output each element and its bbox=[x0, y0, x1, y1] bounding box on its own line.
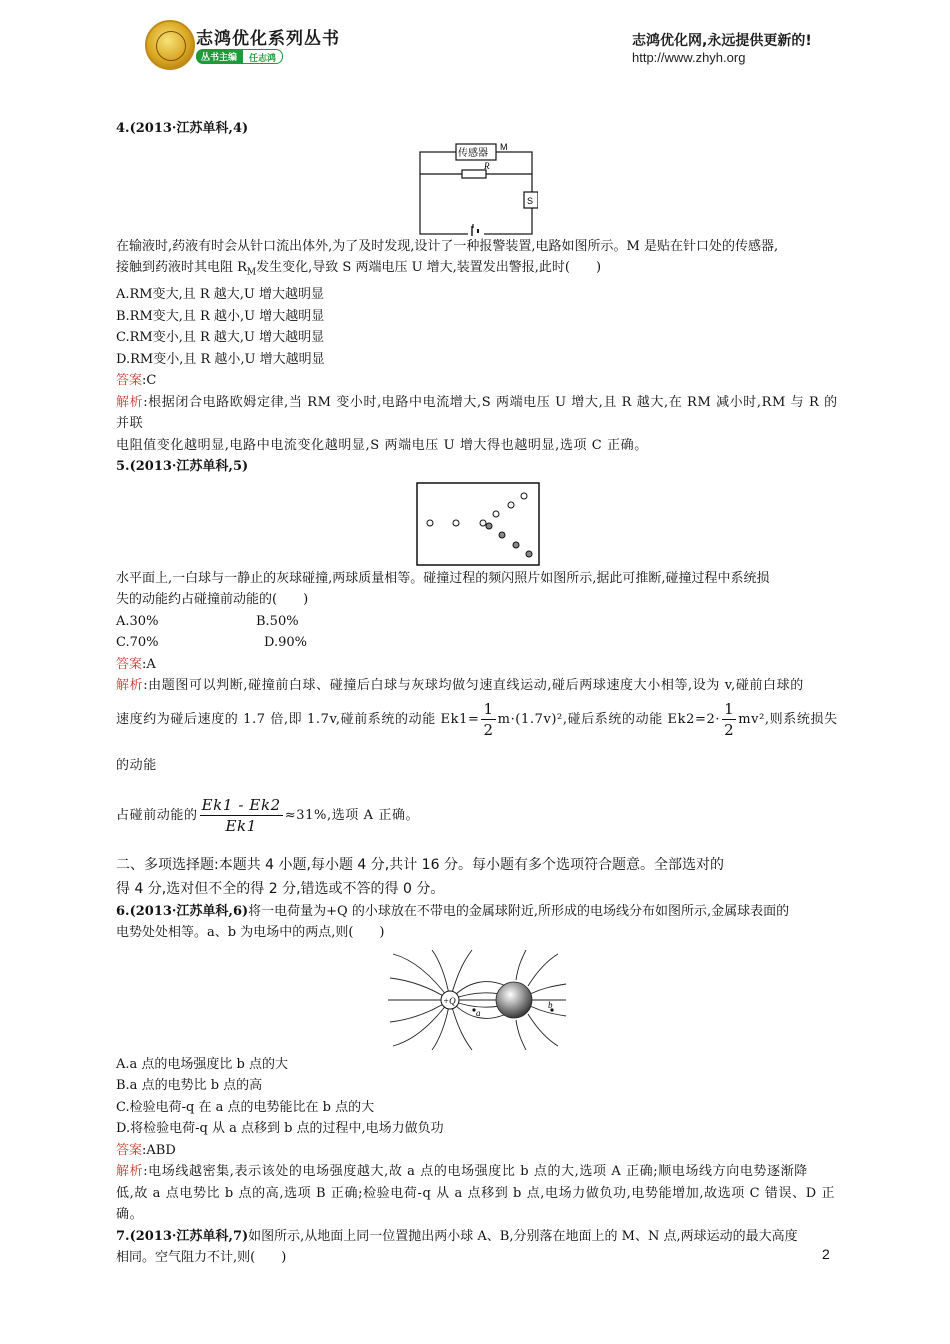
q4-heading: 4.(2013·江苏单科,4) bbox=[116, 121, 249, 136]
section2-title-line1: 二、多项选择题:本题共 4 小题,每小题 4 分,共计 16 分。每小题有多个选项符合题意。全部选对的 bbox=[116, 856, 724, 873]
q4-option-d: D.RM变小,且 R 越小,U 增大越明显 bbox=[116, 351, 325, 367]
q4-s-label: S bbox=[527, 195, 534, 206]
q6-metal-sphere bbox=[496, 982, 532, 1018]
q4-stem-line1: 在输液时,药液有时会从针口流出体外,为了及时发现,设计了一种报警装置,电路如图所示。M 是贴在针口处的传感器, bbox=[116, 238, 779, 254]
q6-charge-label: +Q bbox=[443, 995, 456, 1006]
q5-options-row1: A.30% B.50% bbox=[116, 613, 299, 629]
q5-stem-line2: 失的动能约占碰撞前动能的( ) bbox=[116, 592, 309, 608]
q6-field-lines-figure bbox=[388, 950, 568, 1050]
page-number: 2 bbox=[822, 1246, 830, 1262]
q6-explanation-line1: 解析:电场线越密集,表示该处的电场强度越大,故 a 点的电场强度比 b 点的大,选项 A 正确;顺电场线方向电势逐渐降 bbox=[116, 1164, 808, 1180]
q5-fraction-ek: $\frac{Ek1 - Ek2}{Ek1}$ bbox=[201, 795, 281, 835]
editor-name: 任志鸿 bbox=[242, 49, 283, 64]
q5-white-ball bbox=[427, 520, 433, 526]
q4-r-label: R bbox=[484, 160, 490, 171]
q4-stem-line2: 接触到药液时其电阻 $R_M$发生变化,导致 S 两端电压 U 增大,装置发出警报,此时( ) bbox=[116, 260, 602, 278]
q5-white-ball bbox=[453, 520, 459, 526]
page-header bbox=[0, 0, 950, 80]
q4-circuit-figure bbox=[418, 140, 538, 236]
q5-heading: 5.(2013·江苏单科,5) bbox=[116, 459, 249, 475]
publisher-logo bbox=[145, 20, 195, 70]
q5-explanation-line1: 解析:由题图可以判断,碰撞前白球、碰撞后白球与灰球均做匀速直线运动,碰后两球速度大小相等,设为 v,碰前白球的 bbox=[116, 678, 804, 694]
q4-option-a: A.RM变大,且 R 越大,U 增大越明显 bbox=[116, 287, 325, 303]
q6-option-b: B.a 点的电势比 b 点的高 bbox=[116, 1078, 263, 1094]
q6-answer: 答案:ABD bbox=[116, 1142, 176, 1158]
q5-fraction-half: $\frac{1}{2}$ bbox=[483, 699, 494, 739]
editor-label: 丛书主编 bbox=[196, 49, 242, 64]
q4-option-c: C.RM变小,且 R 越大,U 增大越明显 bbox=[116, 330, 325, 346]
q5-gray-ball bbox=[513, 542, 519, 548]
q5-options-row2: C.70% D.90% bbox=[116, 635, 307, 651]
q5-fraction-half-2: $\frac{1}{2}$ bbox=[724, 699, 735, 739]
q4-explanation-line2: 电阻值变化越明显,电路中电流变化越明显,S 两端电压 U 增大得也越明显,选项 C 正确。 bbox=[116, 437, 648, 453]
q5-explanation-line3: 占碰前动能的 $\frac{Ek1 - Ek2}{Ek1}$ ≈31%,选项 A 正确。 bbox=[116, 795, 420, 835]
q4-answer: 答案:C bbox=[116, 373, 157, 389]
header-url[interactable]: http://www.zhyh.org bbox=[632, 50, 746, 65]
q5-gray-ball bbox=[499, 532, 505, 538]
section2-title-line2: 得 4 分,选对但不全的得 2 分,错选或不答的得 0 分。 bbox=[116, 880, 445, 897]
q5-explanation-line2: 速度约为碰后速度的 1.7 倍,即 1.7v,碰前系统的动能 Ek1= $\frac{1}{2}$ m·(1.7v)²,碰后系统的动能 Ek2=2· $\frac{1}{2}$ mv²,则系统损失的动能 bbox=[116, 699, 838, 773]
header-slogan: 志鸿优化网,永远提供更新的! bbox=[632, 33, 812, 49]
q5-gray-ball bbox=[486, 523, 492, 529]
q5-white-ball bbox=[493, 511, 499, 517]
q4-resistor bbox=[462, 170, 486, 178]
q5-white-ball bbox=[480, 520, 486, 526]
q4-explanation-line1: 解析:根据闭合电路欧姆定律,当 RM 变小时,电路中电流增大,S 两端电压 U 增大,且 R 越大,在 RM 减小时,RM 与 R 的并联 bbox=[116, 394, 838, 432]
q5-white-ball bbox=[521, 493, 527, 499]
q6-b-label: b bbox=[548, 999, 553, 1010]
q6-stem-line2: 电势处处相等。a、b 为电场中的两点,则( ) bbox=[116, 925, 385, 941]
q6-option-c: C.检验电荷-q 在 a 点的电势能比在 b 点的大 bbox=[116, 1099, 375, 1115]
q5-white-ball bbox=[508, 502, 514, 508]
series-title: 志鸿优化系列丛书 bbox=[196, 29, 340, 49]
q5-answer: 答案:A bbox=[116, 656, 156, 672]
q6-option-d: D.将检验电荷-q 从 a 点移到 b 点的过程中,电场力做负功 bbox=[116, 1121, 444, 1137]
q6-explanation-line3: 确。 bbox=[116, 1207, 144, 1223]
q5-gray-ball bbox=[526, 551, 532, 557]
q6-explanation-line2: 低,故 a 点电势比 b 点的高,选项 B 正确;检验电荷-q 从 a 点移到 b 点,电场力做负功,电势能增加,故选项 C 错误、D 正 bbox=[116, 1185, 836, 1201]
q6-option-a: A.a 点的电场强度比 b 点的大 bbox=[116, 1056, 288, 1072]
q7-stem-line2: 相同。空气阻力不计,则( ) bbox=[116, 1250, 287, 1266]
editor-tag bbox=[196, 49, 283, 64]
q5-flash-photo-figure bbox=[416, 482, 540, 566]
page-content bbox=[116, 118, 840, 1269]
q4-sensor-label: 传感器 bbox=[458, 147, 488, 159]
q7-stem-line1: 7.(2013·江苏单科,7)如图所示,从地面上同一位置抛出两小球 A、B,分别落在地面上的 M、N 点,两球运动的最大高度 bbox=[116, 1228, 798, 1244]
q6-a-label: a bbox=[476, 1007, 481, 1018]
q6-stem-line1: 6.(2013·江苏单科,6)将一电荷量为+Q 的小球放在不带电的金属球附近,所形成的电场线分布如图所示,金属球表面的 bbox=[116, 903, 790, 919]
q4-m-label: M bbox=[500, 141, 508, 152]
q4-option-b: B.RM变大,且 R 越小,U 增大越明显 bbox=[116, 308, 325, 324]
q5-stem-line1: 水平面上,一白球与一静止的灰球碰撞,两球质量相等。碰撞过程的频闪照片如图所示,据此可推断,碰撞过程中系统损 bbox=[116, 570, 770, 586]
